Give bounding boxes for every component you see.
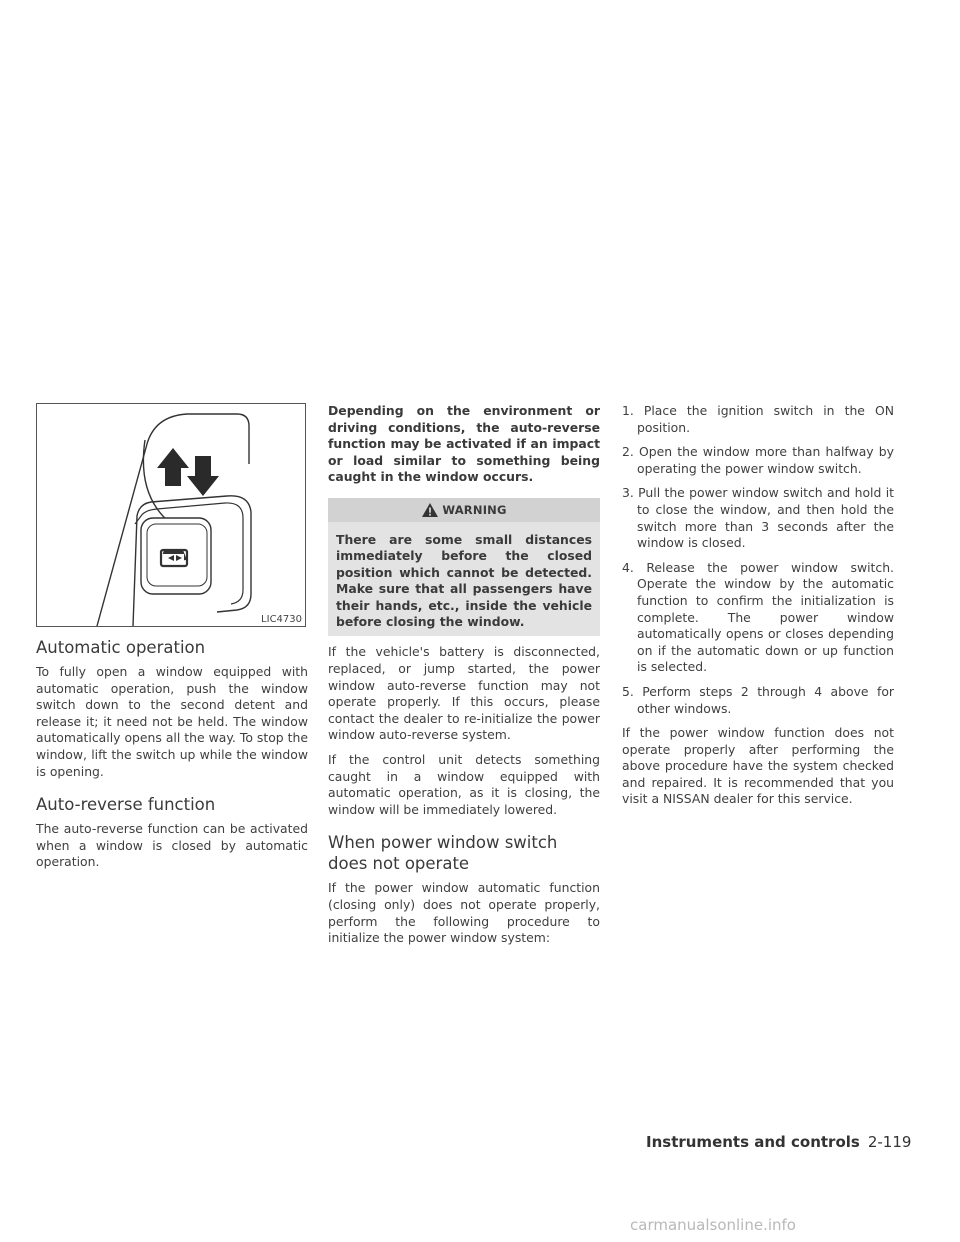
not-operate-intro: If the power window automatic function (closing only) does not operate properly, perform the following procedure to initialize the power window system: [328, 880, 600, 946]
window-switch-figure [36, 403, 306, 627]
warning-box [328, 498, 600, 636]
page-number: 2-119 [867, 1133, 912, 1151]
arrow-down-icon [187, 456, 219, 496]
window-switch-icon [160, 550, 187, 566]
list-item: 1. Place the ignition switch in the ON position. [622, 403, 894, 435]
heading-auto-reverse: Auto-reverse function [36, 795, 216, 815]
page-footer [646, 1133, 911, 1151]
automatic-operation-text: To fully open a window equipped with automatic operation, push the window switch down to the second detent and release it; it need not be held. The window automatically opens all the way. To stop the window, lift the switch up while the window is opening. [36, 664, 308, 779]
list-item: 5. Perform steps 2 through 4 above for other windows. [622, 683, 894, 716]
heading-automatic-operation: Automatic operation [36, 638, 206, 657]
battery-disconnect-text: If the vehicle's battery is disconnected, replaced, or jump started, the power window auto-reverse function may not operate properly. If this occurs, please contact the dealer to re-initialize the power window auto-reverse system. [328, 644, 600, 743]
footer-section-title: Instruments and controls [646, 1133, 860, 1151]
warning-triangle-icon [421, 502, 439, 518]
list-item: 3. Pull the power window switch and hold it to close the window, and then hold the switch more than 3 seconds after the window is closed. [622, 485, 894, 551]
watermark: carmanualsonline.info [630, 1216, 796, 1234]
initialization-steps [622, 403, 894, 717]
list-item: 2. Open the window more than halfway by operating the power window switch. [622, 444, 894, 476]
warning-text: There are some small distances immediately before the closed position which cannot be detected. Make sure that all passengers have their hands, etc., inside the vehicle before closing the window. [336, 531, 592, 629]
heading-switch-not-operate: When power window switch does not operate [328, 833, 558, 874]
window-switch-illustration [37, 404, 305, 626]
auto-reverse-bold-note: Depending on the environment or driving conditions, the auto-reverse function may be activated if an impact or load similar to something being caught in the window occurs. [328, 403, 600, 485]
warning-header [328, 498, 600, 522]
figure-label: LIC4730 [261, 614, 302, 625]
list-item: 4. Release the power window switch. Operate the window by the automatic function to confirm the initialization is complete. The power window automatically opens or closes depending on if the automatic down or up function is selected. [622, 559, 894, 675]
column-3 [622, 403, 894, 808]
warning-title: WARNING [442, 502, 507, 517]
not-operate-closing: If the power window function does not operate properly after performing the above procedure have the system checked and repaired. It is recommended that you visit a NISSAN dealer for this service. [622, 725, 894, 807]
arrow-up-icon [157, 448, 189, 486]
control-unit-text: If the control unit detects something caught in a window equipped with automatic operation, as it is closing, the window will be immediately lowered. [328, 751, 600, 817]
column-1 [36, 403, 308, 871]
auto-reverse-text: The auto-reverse function can be activated when a window is closed by automatic operation. [36, 821, 308, 870]
column-2 [328, 403, 600, 947]
